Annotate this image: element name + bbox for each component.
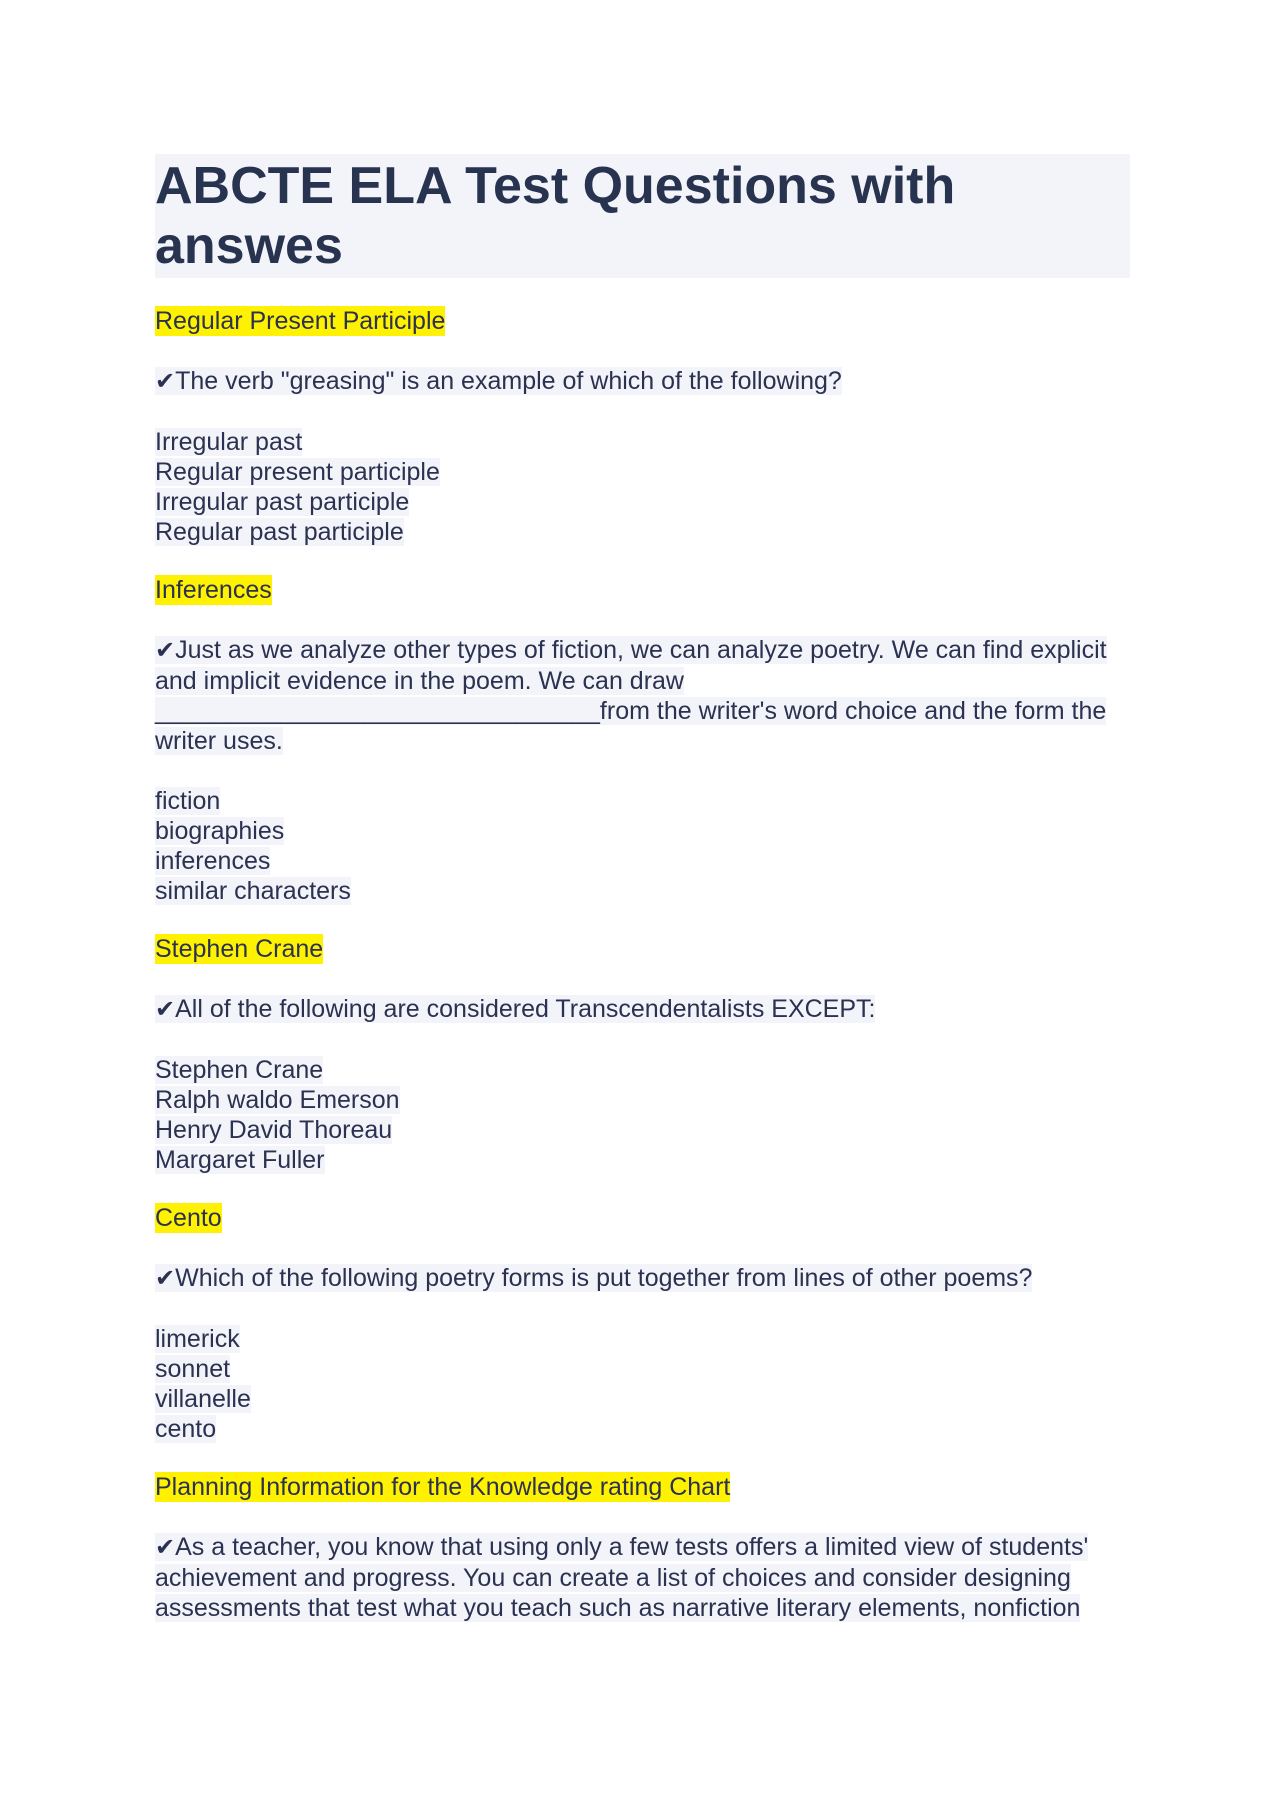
question-body: All of the following are considered Transcendentalists EXCEPT:	[175, 995, 876, 1023]
qa-section-2	[155, 547, 1130, 906]
option-item: Irregular past	[155, 428, 303, 456]
option-list	[155, 1055, 1130, 1175]
question-body: As a teacher, you know that using only a few tests offers a limited view of students' achievement and progress. You can create a list of choices and consider designing assessments that test what you teach such as narrative literary elements, nonfiction	[155, 1533, 1089, 1622]
option-item: Regular past participle	[155, 518, 404, 546]
option-item: similar characters	[155, 877, 351, 905]
option-item: Henry David Thoreau	[155, 1116, 393, 1144]
question-text	[155, 1263, 1130, 1294]
option-item: sonnet	[155, 1355, 231, 1383]
highlighted-answer: Regular Present Participle	[155, 307, 446, 335]
checkmark-icon: ✔	[155, 368, 176, 395]
highlighted-answer: Inferences	[155, 576, 272, 604]
question-body: Which of the following poetry forms is put together from lines of other poems?	[175, 1264, 1033, 1292]
option-item: cento	[155, 1415, 217, 1443]
option-item: Regular present participle	[155, 458, 440, 486]
highlighted-answer: Cento	[155, 1204, 222, 1232]
option-item: limerick	[155, 1325, 240, 1353]
option-item: villanelle	[155, 1385, 251, 1413]
option-item: Ralph waldo Emerson	[155, 1086, 400, 1114]
highlighted-answer: Planning Information for the Knowledge rating Chart	[155, 1473, 731, 1501]
question-text	[155, 635, 1130, 756]
checkmark-icon: ✔	[155, 1534, 176, 1561]
highlighted-answer: Stephen Crane	[155, 935, 324, 963]
page-title: ABCTE ELA Test Questions with answes	[155, 157, 956, 275]
checkmark-icon: ✔	[155, 996, 176, 1023]
question-body: The verb "greasing" is an example of which of the following?	[175, 367, 842, 395]
option-item: inferences	[155, 847, 271, 875]
title-block	[155, 154, 1130, 278]
option-item: fiction	[155, 787, 221, 815]
question-body: Just as we analyze other types of fiction, we can analyze poetry. We can find explicit and implicit evidence in the poem. We can draw ________________________________from the writer's word choice and the form the writer uses.	[155, 636, 1107, 755]
option-item: Irregular past participle	[155, 488, 410, 516]
qa-section-5	[155, 1444, 1130, 1623]
option-item: Stephen Crane	[155, 1056, 324, 1084]
question-text	[155, 1532, 1130, 1623]
checkmark-icon: ✔	[155, 1265, 176, 1292]
question-text	[155, 994, 1130, 1025]
option-item: biographies	[155, 817, 285, 845]
option-list	[155, 786, 1130, 906]
option-list	[155, 1324, 1130, 1444]
option-list	[155, 427, 1130, 547]
option-item: Margaret Fuller	[155, 1146, 325, 1174]
document-page	[155, 154, 1130, 1623]
checkmark-icon: ✔	[155, 637, 176, 664]
question-text	[155, 366, 1130, 397]
qa-section-1	[155, 278, 1130, 547]
qa-section-4	[155, 1175, 1130, 1444]
qa-section-3	[155, 906, 1130, 1175]
